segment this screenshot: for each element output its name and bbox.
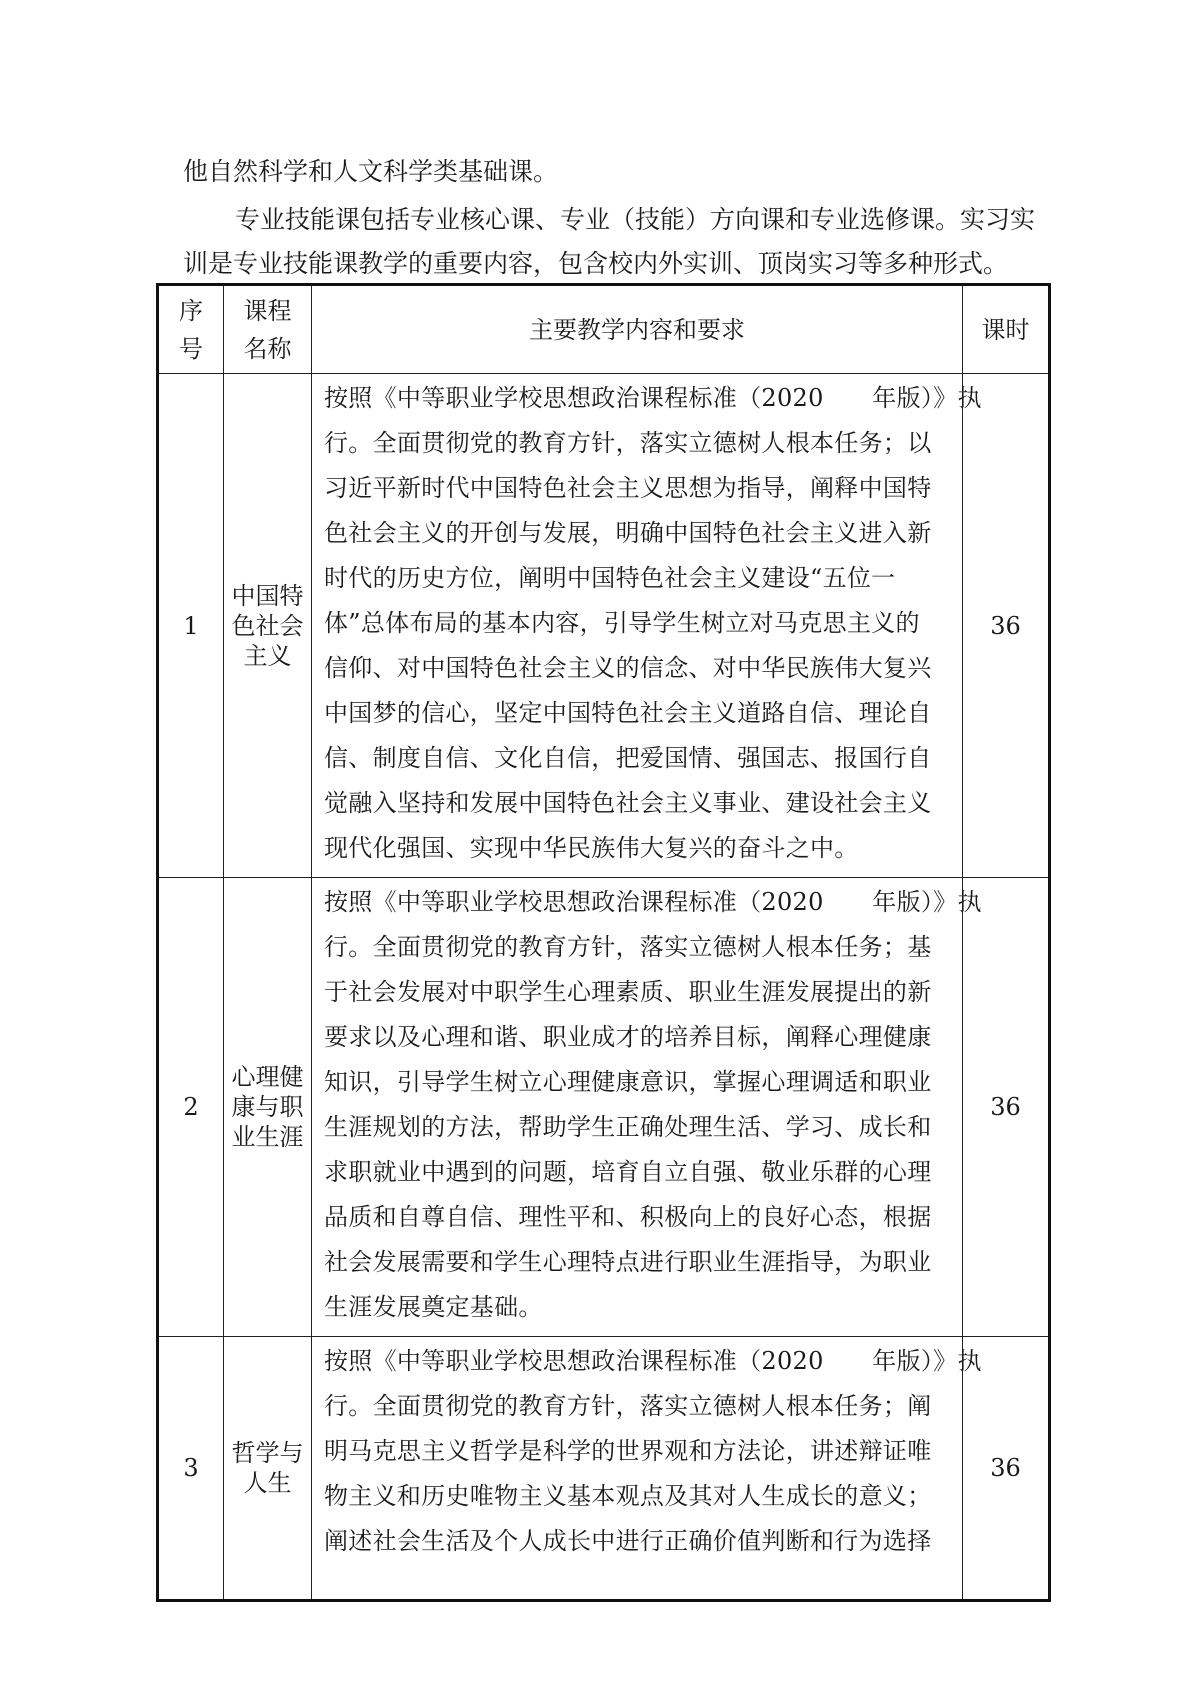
course-name: 心理健康与职业生涯 <box>224 878 312 1337</box>
course-content <box>312 878 982 1337</box>
content-line: 按照《中等职业学校思想政治课程标准（2020 年版）》执 <box>324 384 982 412</box>
course-name: 中国特色社会主义 <box>224 374 312 878</box>
content-line: 要求以及心理和谐、职业成才的培养目标，阐释心理健康 <box>324 1023 932 1051</box>
content-line: 阐述社会生活及个人成长中进行正确价值判断和行为选择 <box>324 1527 932 1555</box>
content-line: 信、制度自信、文化自信，把爱国情、强国志、报国行自 <box>324 744 932 772</box>
row-number: 3 <box>158 1337 224 1601</box>
header-course-name <box>224 285 312 374</box>
content-line: 明马克思主义哲学是科学的世界观和方法论，讲述辩证唯 <box>324 1437 932 1465</box>
table-row <box>158 1337 1050 1601</box>
content-line: 求职就业中遇到的问题，培育自立自强、敬业乐群的心理 <box>324 1158 932 1186</box>
course-hours: 36 <box>963 878 1050 1337</box>
content-line: 于社会发展对中职学生心理素质、职业生涯发展提出的新 <box>324 978 932 1006</box>
content-line: 品质和自尊自信、理性平和、积极向上的良好心态，根据 <box>324 1203 932 1231</box>
course-hours: 36 <box>963 374 1050 878</box>
table-row <box>158 878 1050 1337</box>
header-name-line-1: 课程 <box>243 296 292 325</box>
header-hours: 课时 <box>963 285 1050 374</box>
header-name-line-2: 名称 <box>243 334 292 363</box>
intro-line-1: 他自然科学和人文科学类基础课。 <box>183 157 559 186</box>
content-line: 物主义和历史唯物主义基本观点及其对人生成长的意义； <box>324 1482 932 1510</box>
course-content <box>312 1337 982 1601</box>
content-line: 时代的历史方位，阐明中国特色社会主义建设“五位一 <box>324 564 896 592</box>
content-line: 行。全面贯彻党的教育方针，落实立德树人根本任务；基 <box>324 933 932 961</box>
content-line: 现代化强国、实现中华民族伟大复兴的奋斗之中。 <box>324 834 859 862</box>
row-number: 1 <box>158 374 224 878</box>
course-table <box>156 283 1051 1602</box>
header-no <box>158 285 224 374</box>
content-line: 知识，引导学生树立心理健康意识，掌握心理调适和职业 <box>324 1068 932 1096</box>
content-line: 生涯规划的方法，帮助学生正确处理生活、学习、成长和 <box>324 1113 932 1141</box>
content-line: 按照《中等职业学校思想政治课程标准（2020 年版）》执 <box>324 1347 982 1375</box>
course-content <box>312 374 982 878</box>
header-no-line-2: 号 <box>179 334 203 363</box>
content-line: 中国梦的信心，坚定中国特色社会主义道路自信、理论自 <box>324 699 932 727</box>
content-line: 社会发展需要和学生心理特点进行职业生涯指导，为职业 <box>324 1248 932 1276</box>
intro-line-2: 专业技能课包括专业核心课、专业（技能）方向课和专业选修课。实习实 <box>235 205 1036 234</box>
content-line: 色社会主义的开创与发展，明确中国特色社会主义进入新 <box>324 519 932 547</box>
content-line: 行。全面贯彻党的教育方针，落实立德树人根本任务；以 <box>324 429 932 457</box>
course-hours: 36 <box>963 1337 1050 1601</box>
course-name: 哲学与人生 <box>224 1337 312 1601</box>
header-content: 主要教学内容和要求 <box>312 285 963 374</box>
row-number: 2 <box>158 878 224 1337</box>
content-line: 习近平新时代中国特色社会主义思想为指导，阐释中国特 <box>324 474 932 502</box>
table-row <box>158 374 1050 878</box>
content-line: 体”总体布局的基本内容，引导学生树立对马克思主义的 <box>324 609 920 637</box>
content-line: 行。全面贯彻党的教育方针，落实立德树人根本任务；阐 <box>324 1392 932 1420</box>
table-header-row <box>158 285 1050 374</box>
content-line: 觉融入坚持和发展中国特色社会主义事业、建设社会主义 <box>324 789 932 817</box>
content-line: 生涯发展奠定基础。 <box>324 1293 543 1321</box>
header-no-line-1: 序 <box>179 296 203 325</box>
content-line: 按照《中等职业学校思想政治课程标准（2020 年版）》执 <box>324 888 982 916</box>
content-line: 信仰、对中国特色社会主义的信念、对中华民族伟大复兴 <box>324 654 932 682</box>
intro-line-3: 训是专业技能课教学的重要内容，包含校内外实训、顶岗实习等多种形式。 <box>183 249 1009 278</box>
